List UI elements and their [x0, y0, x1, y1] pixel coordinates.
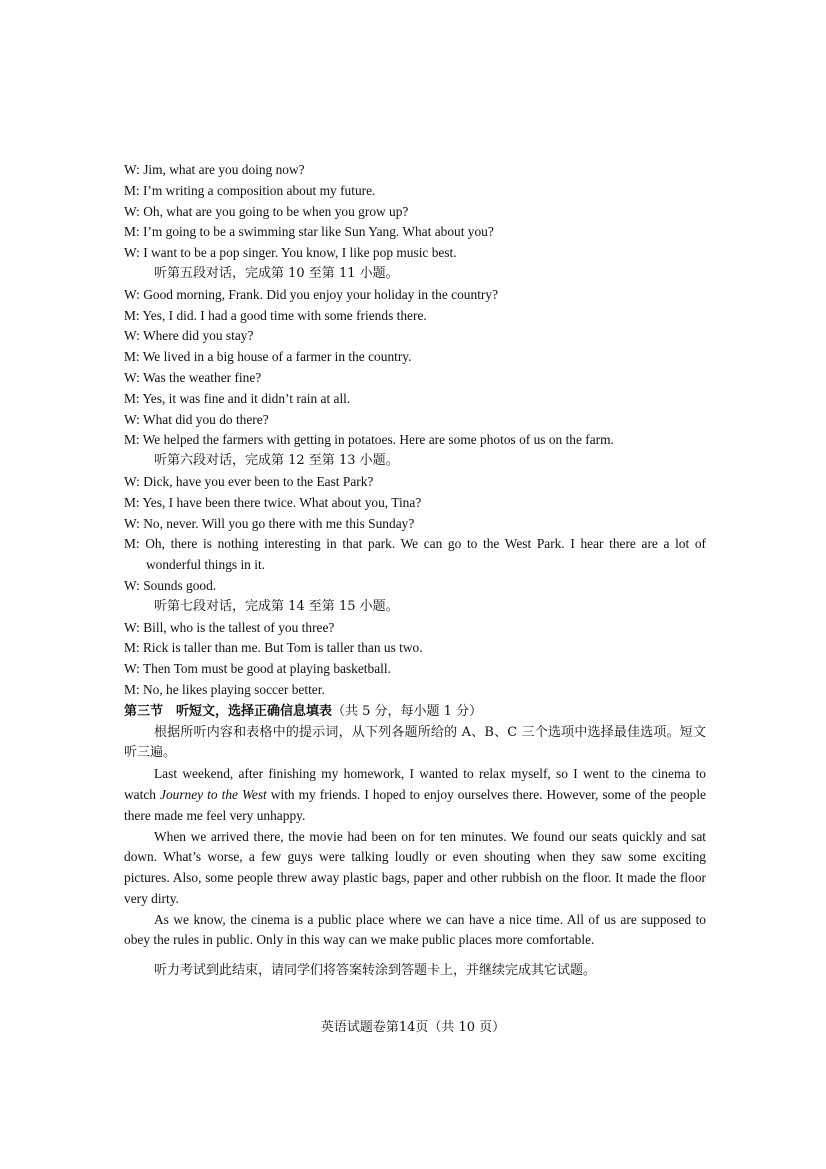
part3-instruction: 根据所听内容和表格中的提示词，从下列各题所给的 A、B、C 三个选项中选择最佳选项。短文听三遍。: [124, 724, 706, 761]
dialogue-line: W: Jim, what are you doing now?: [124, 162, 305, 177]
dialogue-line: M: No, he likes playing soccer better.: [124, 681, 325, 697]
dialogue-line: W: Bill, who is the tallest of you three?: [124, 619, 335, 635]
dialogue-line: M: Oh, there is nothing interesting in that park. We can go to the West Park. I hear there are a lot of wonderful things in it.: [124, 536, 706, 573]
part3-title: 第三节 听短文，选择正确信息填表: [124, 703, 333, 719]
passage-paragraph-2: When we arrived there, the movie had been on for ten minutes. We found our seats quickly and sat down. What’s worse, a few guys were talking loudly or even shouting when they saw some exciting pictures. Also, some people threw away plastic bags, paper and other rubbish on the floor. It made the floor very dirty.: [124, 828, 706, 906]
passage-paragraph-3: As we know, the cinema is a public place where we can have a nice time. All of us are supposed to obey the rules in public. Only in this way can we make public places more comfortable.: [124, 911, 706, 948]
dialogue-line: W: Oh, what are you going to be when you grow up?: [124, 203, 409, 219]
dialogue-line: M: Rick is taller than me. But Tom is taller than us two.: [124, 640, 423, 656]
passage-paragraph-1: [124, 764, 706, 826]
dialogue-line: W: Good morning, Frank. Did you enjoy your holiday in the country?: [124, 286, 499, 302]
dialogue-line: M: Yes, it was fine and it didn’t rain at all.: [124, 390, 351, 406]
dialogue-line: M: I’m going to be a swimming star like Sun Yang. What about you?: [124, 224, 494, 240]
dialogue-line: W: No, never. Will you go there with me this Sunday?: [124, 515, 415, 531]
section6-heading: 听第六段对话，完成第 12 至第 13 小题。: [154, 453, 399, 469]
section5-heading: 听第五段对话，完成第 10 至第 11 小题。: [154, 265, 399, 281]
dialogue-line: W: Dick, have you ever been to the East Park?: [124, 473, 374, 489]
dialogue-line: W: Sounds good.: [124, 577, 217, 593]
section7-heading: 听第七段对话，完成第 14 至第 15 小题。: [154, 598, 399, 614]
movie-title: Journey to the West: [160, 786, 267, 802]
page-footer: 英语试题卷第14页（共 10 页）: [320, 1020, 506, 1035]
dialogue-line: M: Yes, I have been there twice. What about you, Tina?: [124, 494, 422, 510]
dialogue-line: W: Then Tom must be good at playing basketball.: [124, 661, 391, 677]
closing-note: 听力考试到此结束，请同学们将答案转涂到答题卡上，并继续完成其它试题。: [154, 963, 597, 979]
dialogue-line: M: We helped the farmers with getting in potatoes. Here are some photos of us on the farm.: [124, 432, 614, 448]
dialogue-line: W: What did you do there?: [124, 411, 269, 427]
part3-heading: [124, 701, 706, 723]
passage-text: with my friends. I hoped to enjoy ourselves there. However, some of the people there made me feel very unhappy.: [124, 786, 706, 823]
dialogue-line: M: We lived in a big house of a farmer in the country.: [124, 349, 412, 365]
dialogue-line: W: Where did you stay?: [124, 328, 254, 344]
dialogue-line: M: Yes, I did. I had a good time with some friends there.: [124, 307, 427, 323]
part3-score: （共 5 分，每小题 1 分）: [332, 703, 483, 719]
passage-text: Last weekend, after finishing my homework, I wanted to relax myself, so I went to the cinema to watch: [124, 766, 706, 802]
dialogue-line: W: I want to be a pop singer. You know, I like pop music best.: [124, 245, 457, 261]
dialogue-line: W: Was the weather fine?: [124, 369, 262, 385]
dialogue-line: M: I’m writing a composition about my future.: [124, 182, 376, 198]
document-body: [124, 160, 706, 982]
